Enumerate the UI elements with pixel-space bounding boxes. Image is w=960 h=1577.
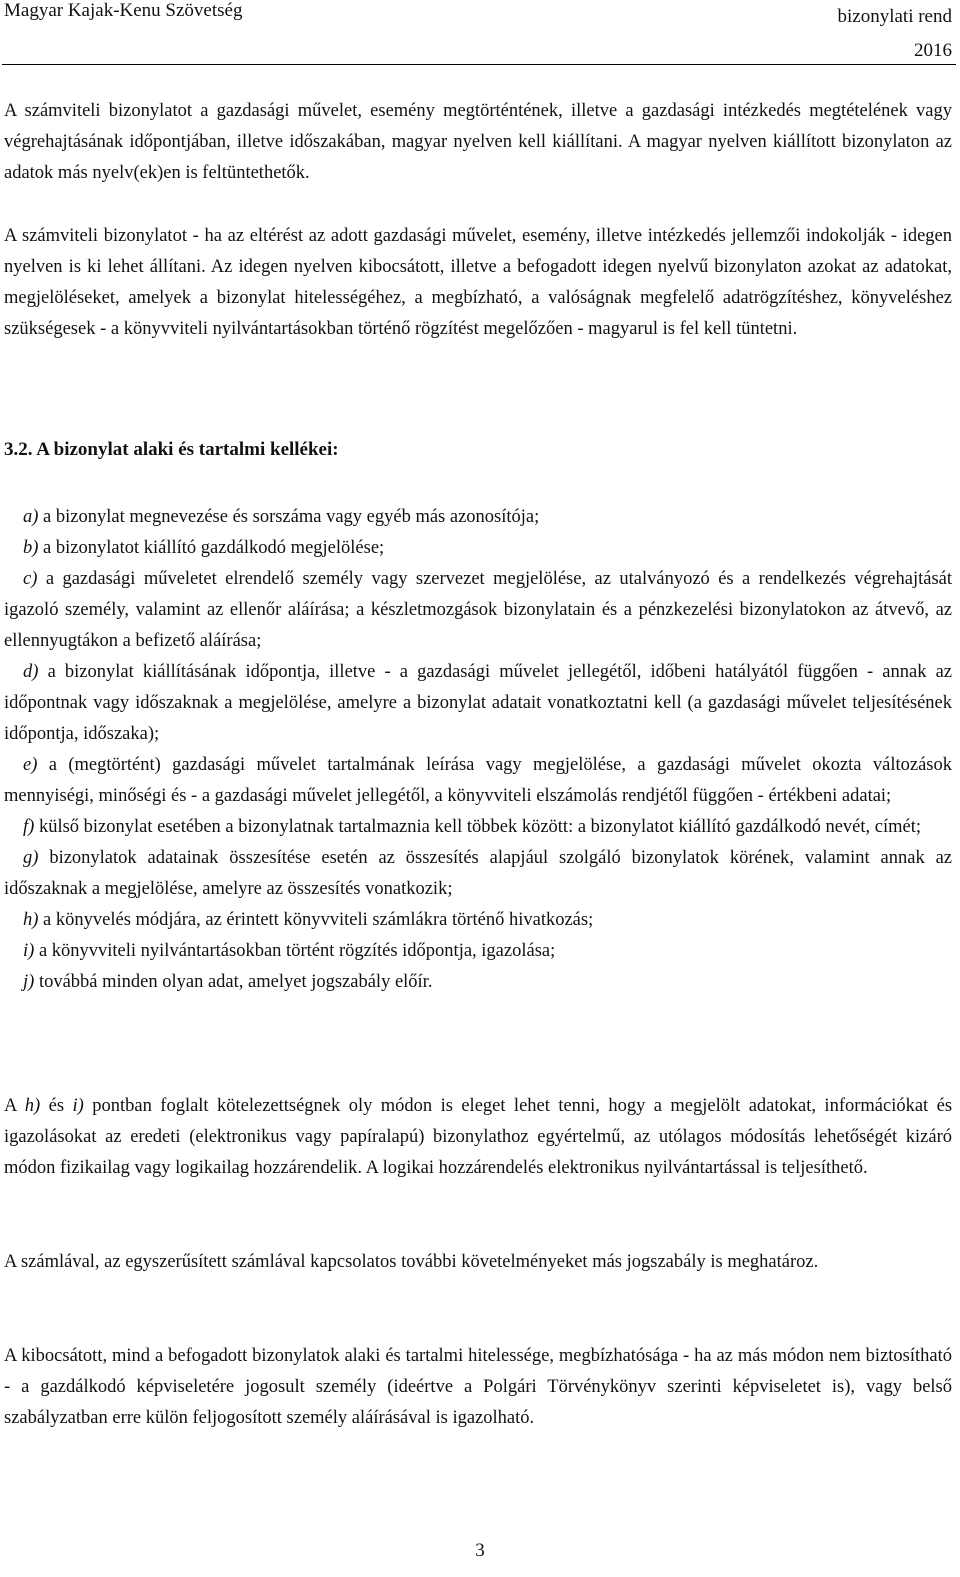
list-item: j) továbbá minden olyan adat, amelyet jogszabály előír. xyxy=(23,972,433,992)
list-item: i) a könyvviteli nyilvántartásokban történt rögzítés időpontja, igazolása; xyxy=(23,941,556,961)
paragraph-3: A h) és i) pontban foglalt kötelezettségnek oly módon is eleget lehet tenni, hogy a megjelölt adatokat, információkat és igazolásokat az eredeti (elektronikus vagy papíralapú) bizonylathoz egyértelmű, az utólagos módosítás lehetőségét kizáró módon fizikailag vagy logikailag hozzárendelik. A logikai hozzárendelés elektronikus nyilvántartással is teljesíthető. xyxy=(4,1096,953,1178)
list-item: c) a gazdasági műveletet elrendelő személy vagy szervezet megjelölése, az utalványozó és a rendelkezés végrehajtását igazoló személy, valamint az ellenőr aláírása; a készletmozgások bizonylatain és a pénzkezelési bizonylatokon az átvevő, az ellennyugtákon a befizető aláírása; xyxy=(4,569,953,651)
list-item: h) a könyvelés módjára, az érintett könyvviteli számlákra történő hivatkozás; xyxy=(23,910,594,930)
list-item: g) bizonylatok adatainak összesítése esetén az összesítés alapjául szolgáló bizonylatok körének, valamint annak az időszaknak a megjelölése, amelyre az összesítés vonatkozik; xyxy=(4,848,953,899)
list-item: a) a bizonylat megnevezése és sorszáma vagy egyéb más azonosítója; xyxy=(23,507,540,527)
paragraph-5: A kibocsátott, mind a befogadott bizonylatok alaki és tartalmi hitelessége, megbízhatósága - ha az más módon nem biztosítható - a gazdálkodó képviseletére jogosult személy (ideértve a Polgári Törvénykönyv szerinti képviseletet is), vagy belső szabályzatban erre külön feljogosított személy aláírásával is igazolható. xyxy=(4,1346,952,1428)
header-doc-title: bizonylati rend xyxy=(837,6,952,27)
paragraph-1: A számviteli bizonylatot a gazdasági művelet, esemény megtörténtének, illetve a gazdasági intézkedés megtételének vagy végrehajtásának időpontjában, illetve időszakában, magyar nyelven kell kiállítani. A magyar nyelven kiállított bizonylaton az adatok más nyelv(ek)en is feltüntethetők. xyxy=(4,101,952,183)
header-divider xyxy=(2,64,956,65)
requirements-list xyxy=(4,502,952,998)
section-title: A bizonylat alaki és tartalmi kellékei: xyxy=(36,439,339,460)
paragraph-2: A számviteli bizonylatot - ha az eltérést az adott gazdasági művelet, esemény, illetve intézkedés jellemzői indokolják - idegen nyelven is ki lehet állítani. Az idegen nyelven kibocsátott, illetve a befogadott idegen nyelvű bizonylaton azokat az adatokat, megjelöléseket, amelyek a bizonylat hitelességéhez, a megbízható, a valóságnak megfelelő adatrögzítéshez, könyveléshez szükségesek - a könyvviteli nyilvántartásokban történő rögzítést megelőzően - magyarul is fel kell tüntetni. xyxy=(4,226,952,339)
list-item: f) külső bizonylat esetében a bizonylatnak tartalmaznia kell többek között: a bizonylatot kiállító gazdálkodó nevét, címét; xyxy=(23,817,922,837)
page-number: 3 xyxy=(475,1540,485,1561)
list-item: d) a bizonylat kiállításának időpontja, illetve - a gazdasági művelet jellegétől, időbeni hatályától függően - annak az időpontnak vagy időszaknak a megjelölése, amelyre a bizonylat adatait vonatkoztatni kell (a gazdasági művelet teljesítésének időpontja, időszaka); xyxy=(4,662,953,744)
header-year: 2016 xyxy=(914,40,952,61)
header-organization: Magyar Kajak-Kenu Szövetség xyxy=(4,0,243,21)
header-right xyxy=(838,0,953,68)
section-number: 3.2. xyxy=(4,439,33,460)
section-heading xyxy=(4,439,339,461)
list-item: e) a (megtörtént) gazdasági művelet tartalmának leírása vagy megjelölése, a gazdasági művelet okozta változások mennyiségi, minőségi és - a gazdasági művelet jellegétől, a könyvviteli elszámolás rendjétől függően - értékbeni adatai; xyxy=(4,755,952,806)
list-item: b) a bizonylatot kiállító gazdálkodó megjelölése; xyxy=(23,538,385,558)
paragraph-4: A számlával, az egyszerűsített számlával kapcsolatos további követelményeket más jogszabály is meghatároz. xyxy=(4,1252,819,1272)
